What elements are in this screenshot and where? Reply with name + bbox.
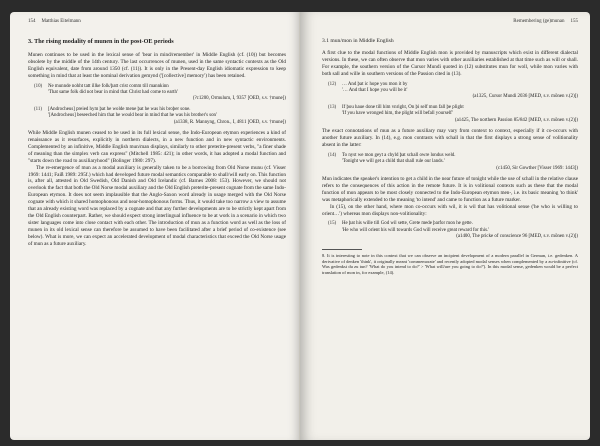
example-original: … And þat ic hope you mon it by bbox=[342, 81, 408, 87]
left-author: Matthias Eitelmann bbox=[41, 19, 81, 24]
example-12 bbox=[328, 82, 578, 101]
example-translation: 'Tonight we will get a child that shall rule our lands.' bbox=[342, 159, 445, 165]
example-number: (11) bbox=[34, 106, 42, 112]
example-number: (15) bbox=[328, 221, 337, 227]
footnote: 8. It is interesting to note in this context that we can observe an incipient development of a modern parallel in German, i.e. gedenken. A derivative of denken 'think', it originally meant 'commemorate' and recently adopted modal senses when complemented by a zu-infinitive (cf. Was gedenkst du zu tun? 'What do you intend to do?' > 'What will/are you going to do?'). In this modal sense, gedenken would be a perfect translation of mon in, for example, (14). bbox=[322, 252, 578, 276]
example-14 bbox=[328, 153, 578, 172]
right-paragraph-4: In (15), on the other hand, where mon co-occurs with wil, it is wil that has volitional sense ('he who is willing to orient…') whereas mon displays non-volitionality: bbox=[322, 203, 578, 217]
left-page-number: 154 bbox=[28, 19, 36, 24]
left-paragraph-1: Munen continues to be used in the lexical sense of 'bear in mind/remember' in Middle English (cf. (10)) but becomes obsolete by the middle of the 14th century. The last occurrences of munen, used in the same syntactic contexts as the Old English equivalent, date from around 1350 (cf. (11)). It is only in the Present-day English idiomatic expression to keep something in mind that at least the nominal derivation gemynd ('[collective] memory') has been retained. bbox=[28, 52, 286, 79]
example-source: (a1325, Cursor Mundi 2036 [MED, s.v. mōnen v.(2)]) bbox=[472, 94, 578, 100]
left-paragraph-2: While Middle English munen ceased to be used in its full lexical sense, the Indo-European etymon experiences a kind of renaissance as it resurfaces, explicitly in northern dialects, in a new function and in new syntactic environments. Complemented by an infinitive, Middle English mun/man displays, similarly to other preterite-present verbs, "a finer shade of meaning than the simplex verb can express" (Mitchell 1985: 421); in other words, it has adopted a modal function and "starts down the road to auxiliaryhood" (Bolinger 1980: 297). bbox=[28, 130, 286, 164]
example-number: (10) bbox=[34, 83, 43, 89]
example-13 bbox=[328, 105, 578, 124]
example-source: (a1400, The pricke of conscience 96 [MED, s.v. mōnen v.(2)]) bbox=[456, 234, 578, 240]
example-10 bbox=[34, 84, 286, 103]
example-original: To nyst we mon geyt a chyld þat schall owre londus weld. bbox=[342, 152, 456, 158]
example-translation: 'He who will orient his will towards God will receive great reward for this.' bbox=[342, 227, 490, 233]
example-original: If þou haue done till him vnright, On þi self mun fall þe plight bbox=[342, 104, 464, 110]
example-translation: 'That same folk did not bear in mind that Christ had come to earth' bbox=[48, 90, 178, 96]
example-source: (c1450, Sir Gowther [Visser 1969: 1443]) bbox=[496, 165, 578, 171]
right-paragraph-1: A first clue to the modal functions of Middle English mon is provided by manuscripts which exist in different dialectal versions. In these, we can often observe that mon varies with other auxiliaries established at that time such as will or shall. For example, the southern version of the Cursor Mundi quoted in (12) substitutes mun for woll, while mon varies with both sall and wille in southern versions of the Passion cited in (13). bbox=[322, 50, 578, 77]
example-source: (a1338, R. Mannyng, Chron., I, 4811 [OED, s.v. †mune]) bbox=[173, 119, 286, 125]
right-page bbox=[300, 12, 590, 440]
right-title: Remembering (ge)munan bbox=[513, 19, 565, 24]
left-running-head bbox=[28, 18, 286, 26]
section-heading: 3. The rising modality of munen in the post-OE periods bbox=[28, 38, 174, 45]
subsection-heading: 3.1 mun/mon in Middle English bbox=[322, 38, 394, 44]
example-11 bbox=[34, 107, 286, 126]
right-running-head bbox=[322, 18, 578, 26]
example-original: [Androcheus] preied hym þat he wolde mene þat he was his broþer sone. bbox=[48, 106, 191, 112]
example-translation: '… And that I hope you will be it' bbox=[342, 88, 408, 94]
example-original: Ne munnde nohht tatt illke folk/þatt crist comm till mannkinn bbox=[48, 83, 169, 89]
right-paragraph-2: The exact connotations of mun as a future auxiliary may vary from context to context, especially if it co-occurs with another future auxiliary. In (14), e.g. mon contrasts with schall in that the first displays a strong sense of volitionality absent in the latter: bbox=[322, 128, 578, 148]
right-page-number: 155 bbox=[570, 19, 578, 24]
example-15 bbox=[328, 221, 578, 240]
footnote-rule bbox=[322, 249, 362, 250]
example-source: (?c1200, Ormulum, I, 9357 [OED, s.v. †mune]) bbox=[192, 96, 286, 102]
right-paragraph-3: Mun indicates the speaker's intention to get a child in the near future of tonight while the use of schall in the relative clause refers to the consequences of this action in the remote future. It is in volitional contexts such as these that the modal function of mon appears to be most closely connected to the Indo-European etymon men-, i.e. its basic meaning 'to think' was metaphorically extended to the meaning 'to intend' and came to function as a future marker. bbox=[322, 176, 578, 203]
example-source: (a1425, The northern Passion 85/842 [MED, s.v. mōnen v.(2)]) bbox=[454, 117, 578, 123]
left-page bbox=[10, 12, 300, 440]
example-number: (13) bbox=[328, 104, 337, 110]
left-paragraph-3: The re-emergence of mun as a modal auxiliary is generally taken to be a borrowing from Old Norse munu (cf. Visser 1969: 1441; Faiß 1989: 295f.) which had developed future modal semantics comparable to shall/will early on. This function is, after all, attested in Old Swedish, Old Danish and Old Icelandic (cf. Barnes 2008: 153). However, we should not overlook the fact that both the Old Norse modal auxiliary and the Old English preterite-present cognate from the same Indo-European etymon. It does not seem implausible that the Anglo-Saxon word already in usage merged with the Old Norse cognate with which it shared homophonous and near-homophonous forms. Thus, it would take too narrow a view to assume that an already existing word was replaced by a cognate and that any further developments are to be strictly kept apart from the Old English counterpart. Rather, we should expect strong interlingual influence to be at work in a scenario in which two sister languages come into close contact with each other. The introduction of mun as a function word as well as the loss of munen in its old lexical sense can therefore be assumed to have been facilitated after a brief period of co-existence (see below). What is more, we can expect an accelerated development of modal characteristics that exceed the Old Norse usage of mun as a future auxiliary. bbox=[28, 164, 286, 247]
example-translation: 'If you have wronged him, the plight will befall yourself' bbox=[342, 111, 453, 117]
example-translation: '[Androcheus] beseeched him that he would bear in mind that he was his brother's son' bbox=[48, 113, 217, 119]
example-original: He þat his wille till God wil sette, Grete mede þarfor mon he gette. bbox=[342, 221, 473, 227]
example-number: (12) bbox=[328, 81, 337, 87]
example-number: (14) bbox=[328, 152, 337, 158]
